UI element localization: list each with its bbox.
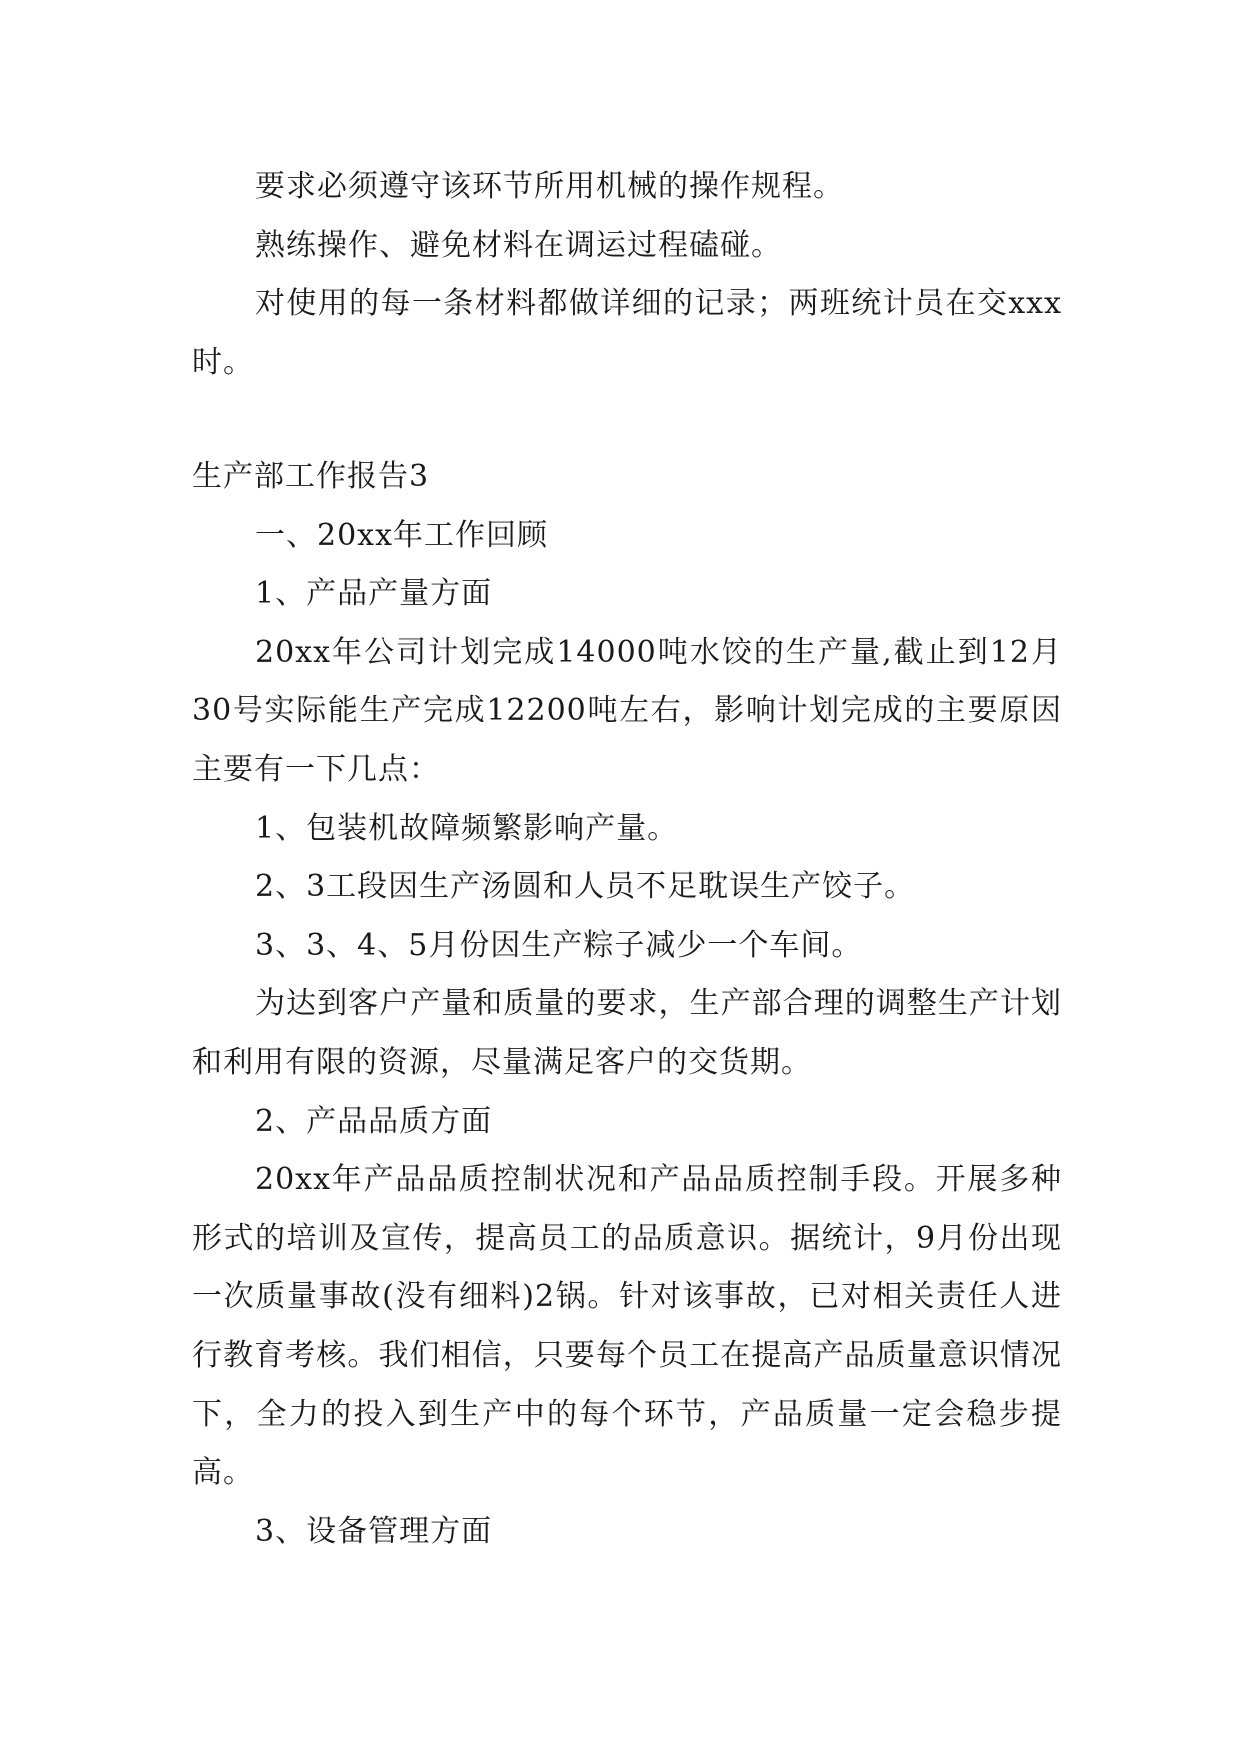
paragraph-handling: 熟练操作、避免材料在调运过程磕碰。 [255,227,782,263]
paragraph-machine-rules: 要求必须遵守该环节所用机械的操作规程。 [255,169,844,204]
reason-item-2: 2、3工段因生产汤圆和人员不足耽误生产饺子。 [255,869,916,905]
output-heading: 1、产品产量方面 [255,576,493,612]
section-title: 生产部工作报告3 [192,459,430,494]
report-section [192,448,1062,1561]
reason-item-3: 3、3、4、5月份因生产粽子减少一个车间。 [255,927,863,963]
quality-paragraph: 20xx年产品品质控制状况和产品品质控制手段。开展多种形式的培训及宣传，提高员工的品质意识。据统计，9月份出现一次质量事故(没有细料)2锅。针对该事故，已对相关责任人进行教育考核。我们相信，只要每个员工在提高产品质量意识情况下，全力的投入到生产中的每个环节，产品质量一定会稳步提高。 [192,1162,1062,1491]
equipment-heading: 3、设备管理方面 [255,1513,493,1549]
quality-heading: 2、产品品质方面 [255,1103,493,1139]
output-summary-paragraph: 为达到客户产量和质量的要求，生产部合理的调整生产计划和利用有限的资源，尽量满足客户的交货期。 [192,986,1062,1080]
paragraph-records: 对使用的每一条材料都做详细的记录；两班统计员在交xxx时。 [192,286,1062,380]
previous-section-text [192,158,1062,392]
output-intro-paragraph: 20xx年公司计划完成14000吨水饺的生产量,截止到12月30号实际能生产完成12200吨左右，影响计划完成的主要原因主要有一下几点： [192,634,1062,787]
reason-item-1: 1、包装机故障频繁影响产量。 [255,810,679,846]
review-heading: 一、20xx年工作回顾 [255,517,549,553]
